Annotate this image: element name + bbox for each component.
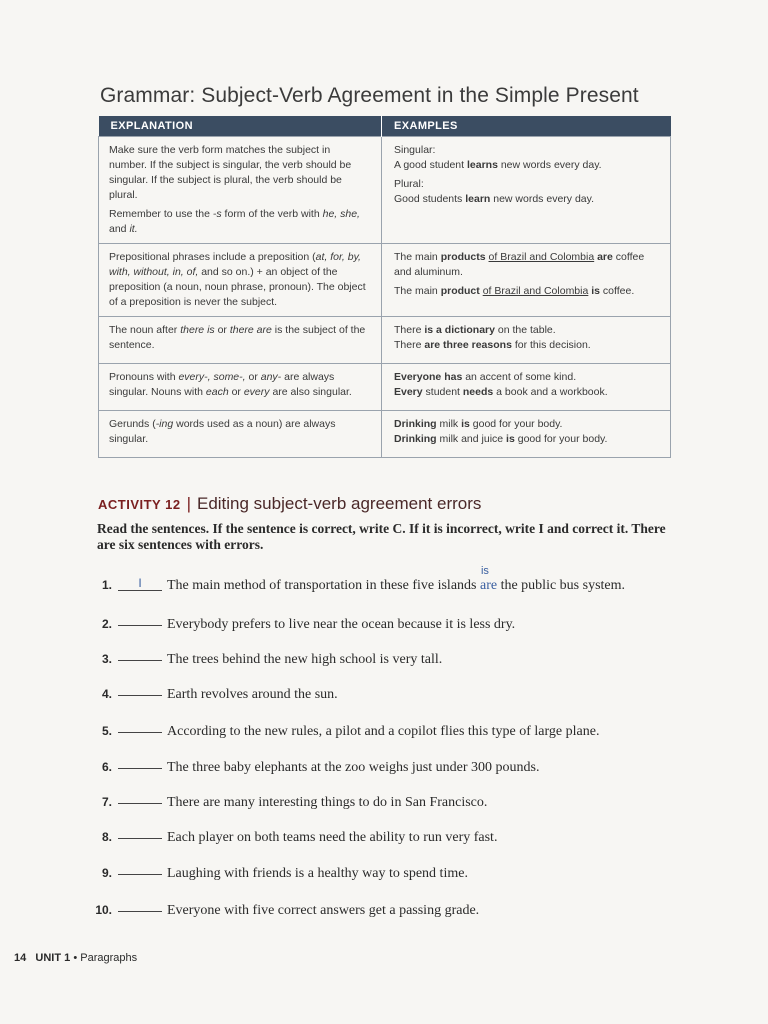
examples-cell: The main products of Brazil and Colombia are coffee and aluminum. The main product of Brazil and Colombia is coffee. <box>382 244 671 317</box>
explanation-cell: The noun after there is or there are is the subject of the sentence. <box>99 317 382 364</box>
exercise-item <box>90 862 468 882</box>
answer-blank[interactable] <box>118 718 162 733</box>
table-row <box>99 364 671 411</box>
answer-blank[interactable] <box>118 754 162 769</box>
item-number: 4. <box>101 687 112 701</box>
answer-blank[interactable]: I <box>118 576 162 591</box>
item-number: 10. <box>95 903 112 917</box>
answer-blank[interactable] <box>118 646 162 661</box>
examples-cell: There is a dictionary on the table. There are three reasons for this decision. <box>382 317 671 364</box>
explanation-cell: Prepositional phrases include a preposition (at, for, by, with, without, in, of, and so on.) + an object of the preposition (a noun, noun phrase, pronoun). The object of a preposition is never the subject. <box>99 244 382 317</box>
handwritten-correction: is <box>480 565 489 577</box>
answer-blank[interactable] <box>118 860 162 875</box>
header-examples: EXAMPLES <box>382 116 671 137</box>
table-row <box>99 244 671 317</box>
exercise-item <box>90 683 338 703</box>
exercise-item <box>90 791 487 811</box>
exercise-item <box>90 648 442 668</box>
grammar-table <box>98 116 671 458</box>
exercise-item <box>90 720 599 740</box>
item-number: 2. <box>101 617 112 631</box>
corrected-word: are is <box>479 565 498 593</box>
activity-instructions: Read the sentences. If the sentence is correct, write C. If it is incorrect, write I and correct it. There are six sentences with errors. <box>97 521 666 552</box>
explanation-cell: Gerunds (-ing words used as a noun) are always singular. <box>99 411 382 458</box>
item-number: 3. <box>101 652 112 666</box>
exercise-item <box>90 899 479 919</box>
explanation-cell: Pronouns with every-, some-, or any- are always singular. Nouns with each or every are also singular. <box>99 364 382 411</box>
sentence-text: The three baby elephants at the zoo weighs just under 300 pounds. <box>167 760 540 775</box>
sentence-text: Laughing with friends is a healthy way to spend time. <box>167 866 468 881</box>
sentence-text: There are many interesting things to do in San Francisco. <box>167 795 488 810</box>
exercise-item <box>90 613 515 633</box>
answer-blank[interactable] <box>118 681 162 696</box>
sentence-text: Earth revolves around the sun. <box>167 687 338 702</box>
page-number: 14 <box>14 952 27 964</box>
examples-cell: Singular: A good student learns new words every day. Plural: Good students learn new words every day. <box>382 137 671 244</box>
sentence-text: The trees behind the new high school is very tall. <box>167 652 443 667</box>
answer-blank[interactable] <box>118 611 162 626</box>
exercise-item <box>90 826 497 846</box>
activity-title: Editing subject-verb agreement errors <box>196 494 482 513</box>
sentence-text: Each player on both teams need the ability to run very fast. <box>167 830 498 845</box>
page-footer: 14 UNIT 1 • Paragraphs <box>14 952 138 964</box>
table-row <box>99 317 671 364</box>
item-number: 8. <box>101 830 112 844</box>
activity-heading <box>98 494 481 514</box>
page-title: Grammar: Subject-Verb Agreement in the Simple Present <box>100 84 639 107</box>
sentence-text: According to the new rules, a pilot and a copilot flies this type of large plane. <box>167 724 600 739</box>
explanation-cell: Make sure the verb form matches the subject in number. If the subject is singular, the verb should be singular. If the subject is plural, the verb should be plural. Remember to use the -s form of the verb with he, she, and it. <box>99 137 382 244</box>
sentence-text: Everyone with five correct answers get a passing grade. <box>167 903 480 918</box>
unit-label: UNIT 1 <box>35 952 71 964</box>
sentence-text: The main method of transportation in these five islands are is the public bus system. <box>167 565 626 593</box>
item-number: 6. <box>101 760 112 774</box>
activity-label: ACTIVITY 12 <box>98 497 181 512</box>
exercise-item <box>90 756 539 776</box>
answer-blank[interactable] <box>118 824 162 839</box>
section-label: Paragraphs <box>80 952 138 964</box>
examples-cell: Drinking milk is good for your body. Drinking milk and juice is good for your body. <box>382 411 671 458</box>
table-row <box>99 137 671 244</box>
answer-blank[interactable] <box>118 897 162 912</box>
exercise-item <box>90 565 626 598</box>
answer-blank[interactable] <box>118 789 162 804</box>
item-number: 7. <box>101 795 112 809</box>
item-number: 9. <box>101 866 112 880</box>
sentence-text: Everybody prefers to live near the ocean because it is less dry. <box>167 617 516 632</box>
examples-cell: Everyone has an accent of some kind. Every student needs a book and a workbook. <box>382 364 671 411</box>
table-header-row <box>99 116 671 137</box>
item-number: 1. <box>101 578 112 592</box>
table-row <box>99 411 671 458</box>
divider: | <box>186 494 191 513</box>
item-number: 5. <box>101 724 112 738</box>
header-explanation: EXPLANATION <box>99 116 382 137</box>
